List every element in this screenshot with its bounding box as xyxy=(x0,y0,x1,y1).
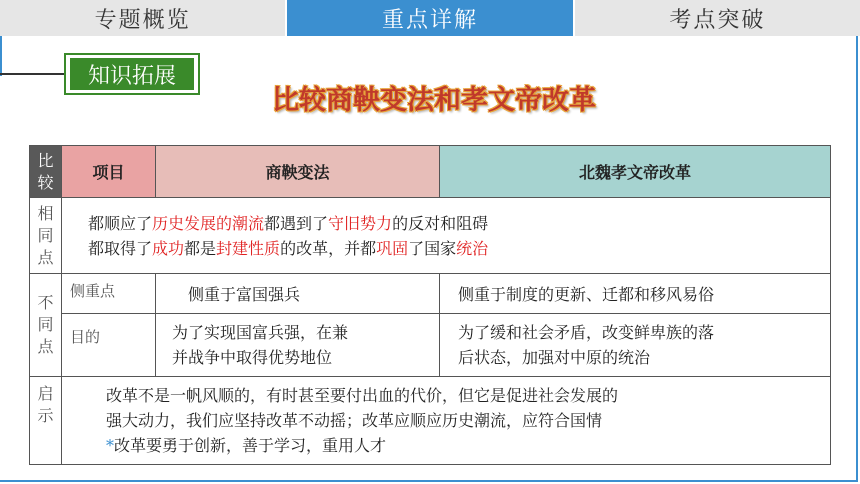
same-side-text: 相同点 xyxy=(37,203,54,267)
table-row-same xyxy=(30,198,831,274)
badge-connector xyxy=(0,73,64,75)
same-side-label xyxy=(30,198,62,274)
badge-label: 知识拓展 xyxy=(70,58,194,90)
purpose-shang-line-2: 并战争中取得优势地位 xyxy=(172,348,333,367)
table-row-insight xyxy=(30,377,831,465)
focus-label: 侧重点 xyxy=(62,274,156,314)
purpose-xiaowen-line-2: 后状态，加强对中原的统治 xyxy=(458,348,651,367)
purpose-xiaowen xyxy=(440,314,831,377)
focus-shang-yang: 侧重于富国强兵 xyxy=(156,274,440,314)
text: 的反对和阻碍 xyxy=(392,213,489,233)
table-header-row xyxy=(30,146,831,198)
purpose-xiaowen-line-1: 为了缓和社会矛盾，改变鲜卑族的落 xyxy=(458,323,715,342)
insight-line-1: 改革不是一帆风顺的，有时甚至要付出血的代价，但它是促进社会发展的 xyxy=(106,386,619,405)
text: 都取得了 xyxy=(88,238,153,258)
insight-side-label xyxy=(30,377,62,465)
insight-line-2: 强大动力，我们应坚持改革不动摇；改革应顺应历史潮流，应符合国情 xyxy=(106,411,603,430)
emphasis-text: 封建性质 xyxy=(216,238,281,258)
tab-key-points[interactable]: 重点详解 xyxy=(287,0,572,36)
text: 都遇到了 xyxy=(264,213,329,233)
star-icon: * xyxy=(106,436,114,455)
tab-exam-points[interactable]: 考点突破 xyxy=(575,0,860,36)
corner-cell xyxy=(30,146,62,198)
frame-edge xyxy=(0,36,2,76)
corner-label: 比较 xyxy=(37,150,54,192)
table-row-focus xyxy=(30,274,831,314)
emphasis-text: 成功 xyxy=(152,238,185,258)
emphasis-text: 统治 xyxy=(456,238,489,258)
emphasis-text: 历史发展的潮流 xyxy=(152,213,265,233)
purpose-label: 目的 xyxy=(62,314,156,377)
comparison-table xyxy=(29,145,831,465)
focus-xiaowen: 侧重于制度的更新、迁都和移风易俗 xyxy=(440,274,831,314)
diff-side-label xyxy=(30,274,62,377)
text: 了国家 xyxy=(408,238,457,258)
header-shang-yang: 商鞅变法 xyxy=(156,146,440,198)
tab-bar xyxy=(0,0,860,36)
insight-side-text: 启示 xyxy=(37,384,54,425)
header-item: 项目 xyxy=(62,146,156,198)
insight-line-3 xyxy=(106,433,816,458)
text: 的改革，并都 xyxy=(280,238,377,258)
same-line-1 xyxy=(88,211,816,236)
text: 都是 xyxy=(184,238,217,258)
tab-overview[interactable]: 专题概览 xyxy=(0,0,285,36)
diff-side-text: 不同点 xyxy=(37,293,54,356)
same-line-2 xyxy=(88,236,816,261)
insight-line-3-text: 改革要勇于创新，善于学习，重用人才 xyxy=(114,436,387,455)
emphasis-text: 巩固 xyxy=(376,238,409,258)
insight-content xyxy=(62,377,831,465)
knowledge-badge xyxy=(64,53,200,95)
purpose-shang-line-1: 为了实现国富兵强，在兼 xyxy=(172,323,349,342)
same-content xyxy=(62,198,831,274)
text: 都顺应了 xyxy=(88,213,153,233)
page-title: 比较商鞅变法和孝文帝改革 xyxy=(272,85,596,116)
purpose-shang-yang xyxy=(156,314,440,377)
header-xiaowen: 北魏孝文帝改革 xyxy=(440,146,831,198)
table-row-purpose xyxy=(30,314,831,377)
emphasis-text: 守旧势力 xyxy=(328,213,393,233)
